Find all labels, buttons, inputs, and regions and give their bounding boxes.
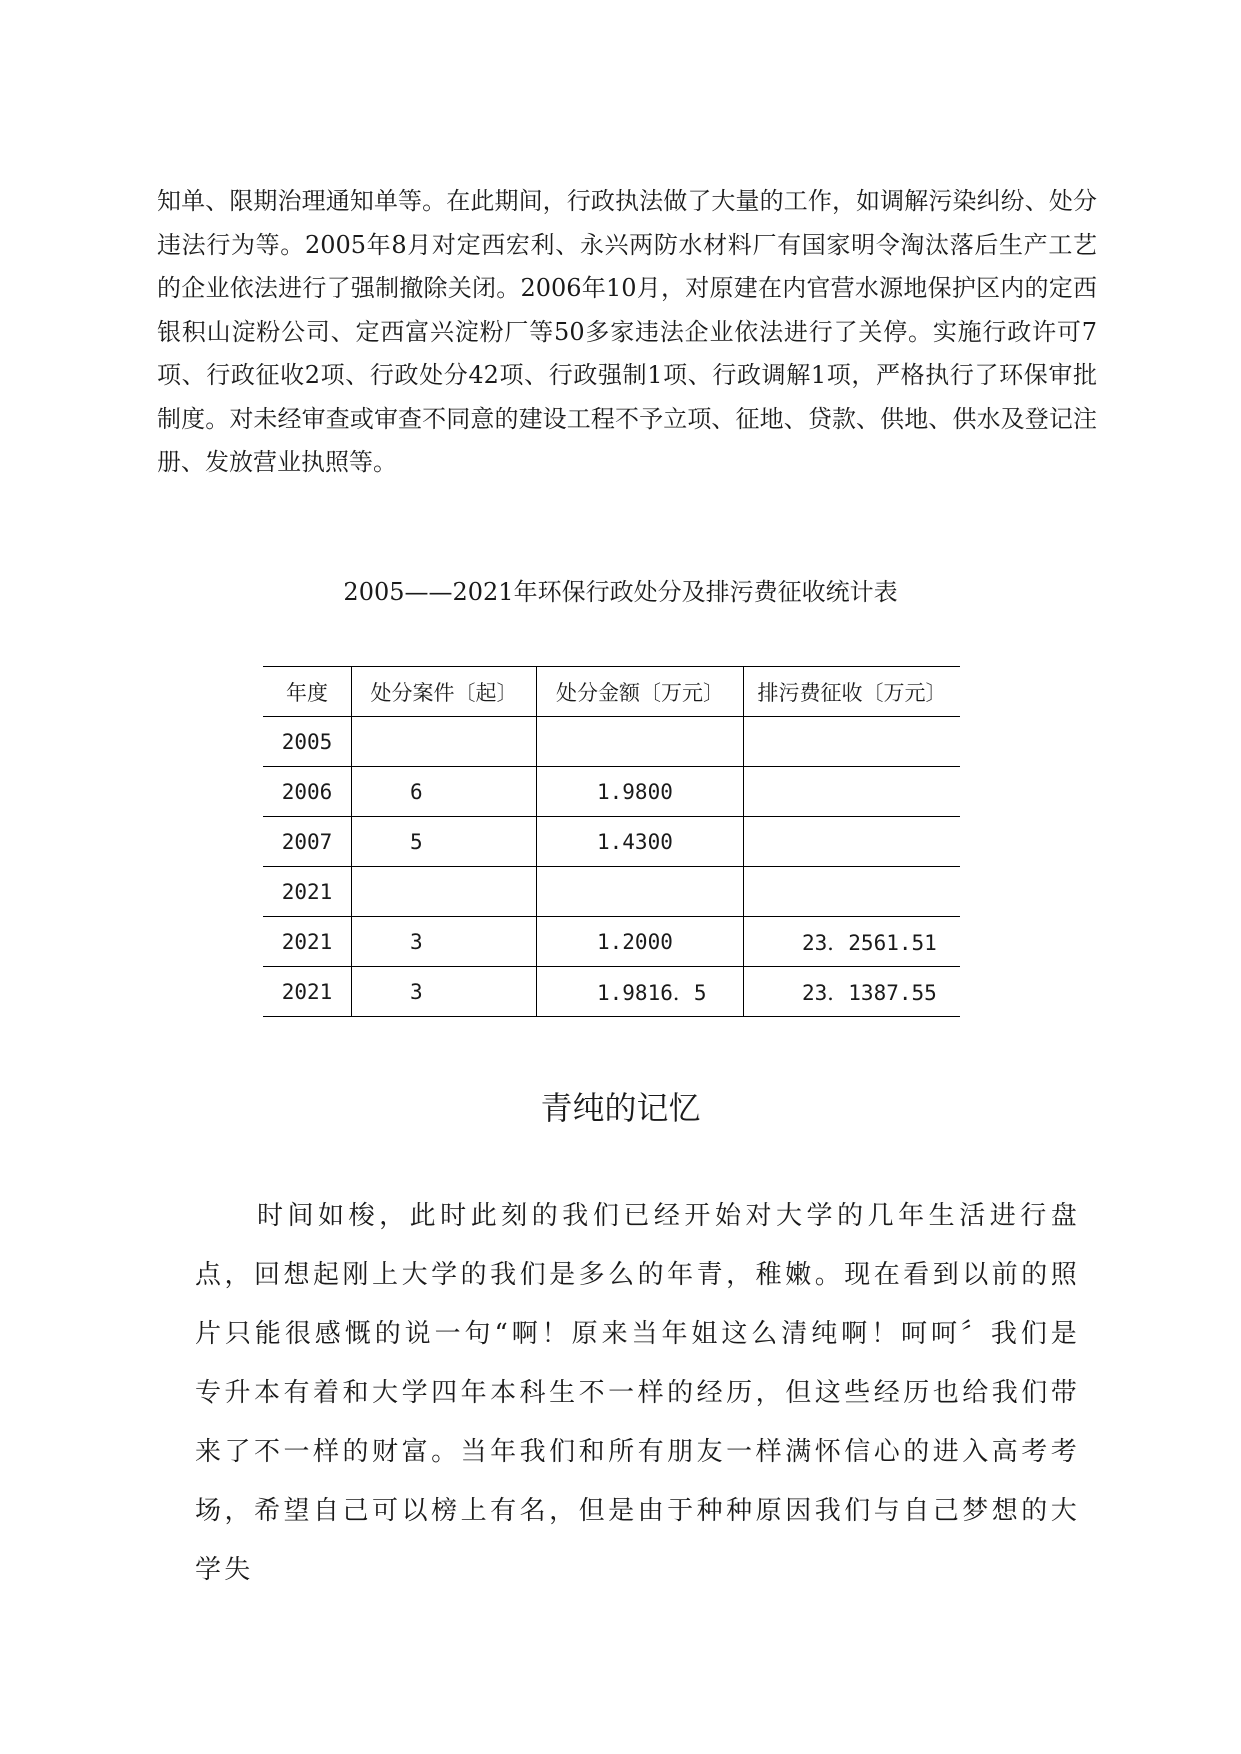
cell-cases: 5 [352,817,537,867]
body-paragraph-enforcement: 知单、限期治理通知单等。在此期间，行政执法做了大量的工作，如调解污染纠纷、处分违法行为等。2005年8月对定西宏利、永兴两防水材料厂有国家明令淘汰落后生产工艺的企业依法进行了强制撤除关闭。2006年10月，对原建在内官营水源地保护区内的定西银积山淀粉公司、定西富兴淀粉厂等50多家违法企业依法进行了关停。实施行政许可7项、行政征收2项、行政处分42项、行政强制1项、行政调解1项，严格执行了环保审批制度。对未经审查或审查不同意的建设工程不予立项、征地、贷款、供地、供水及登记注册、发放营业执照等。 [157,187,1097,476]
cell-sewage-fee: 23．1387.55 [744,967,961,1017]
cell-cases: 6 [352,767,537,817]
cell-cases: 3 [352,917,537,967]
cell-amount [537,717,744,767]
cell-year: 2021 [263,917,352,967]
cell-sewage-fee [744,767,961,817]
cell-cases [352,717,537,767]
cell-year: 2005 [263,717,352,767]
section-title: 青纯的记忆 [540,1089,701,1127]
cell-year: 2021 [263,967,352,1017]
cell-amount: 1.4300 [537,817,744,867]
header-amount: 处分金额〔万元〕 [537,667,744,717]
header-year: 年度 [263,667,352,717]
cell-year: 2006 [263,767,352,817]
table-row [263,917,960,967]
cell-sewage-fee [744,817,961,867]
cell-sewage-fee [744,867,961,917]
cell-amount: 1.2000 [537,917,744,967]
body-paragraph-memory: 时间如梭，此时此刻的我们已经开始对大学的几年生活进行盘点，回想起刚上大学的我们是多么的年青，稚嫩。现在看到以前的照片只能很感慨的说一句“啊！原来当年姐这么清纯啊！呵呵〞我们是专升本有着和大学四年本科生不一样的经历，但这些经历也给我们带来了不一样的财富。当年我们和所有朋友一样满怀信心的进入高考考场，希望自己可以榜上有名，但是由于种种原因我们与自己梦想的大学失 [195,1201,1080,1585]
table-header-row [263,667,960,717]
cell-amount: 1.9816．5 [537,967,744,1017]
cell-amount: 1.9800 [537,767,744,817]
cell-amount [537,867,744,917]
table-row [263,717,960,767]
table-row [263,767,960,817]
table-row [263,817,960,867]
cell-sewage-fee: 23．2561.51 [744,917,961,967]
header-cases: 处分案件〔起〕 [352,667,537,717]
table-caption: 2005——2021年环保行政处分及排污费征收统计表 [343,578,898,606]
header-sewage-fee: 排污费征收〔万元〕 [744,667,961,717]
cell-sewage-fee [744,717,961,767]
table-row [263,867,960,917]
penalty-statistics-table [263,666,960,1017]
cell-year: 2021 [263,867,352,917]
cell-year: 2007 [263,817,352,867]
cell-cases [352,867,537,917]
table-row [263,967,960,1017]
cell-cases: 3 [352,967,537,1017]
